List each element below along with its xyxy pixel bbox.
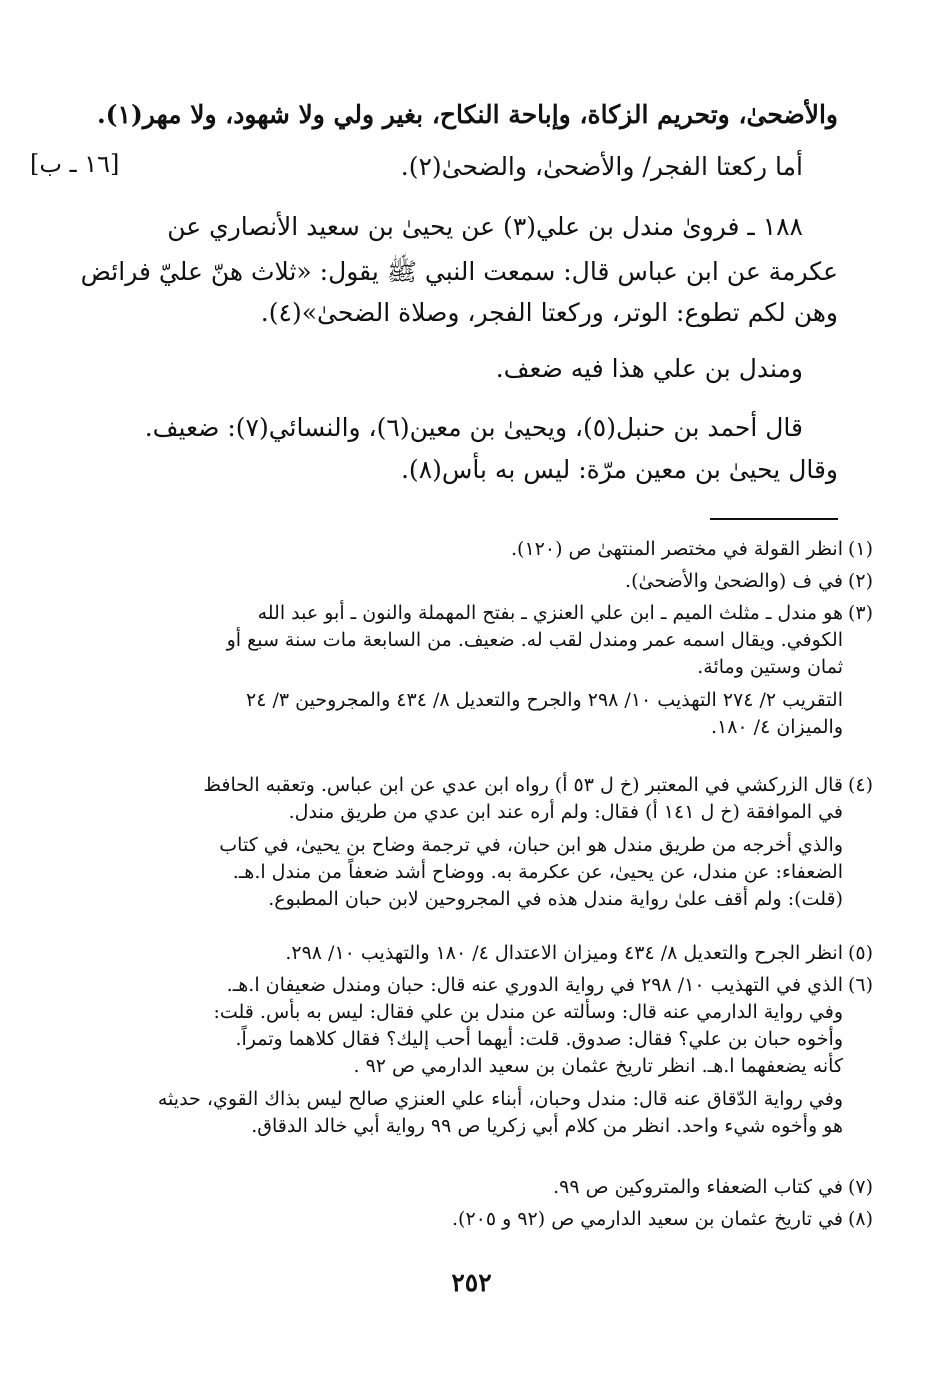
footnote-text: في ف (والضحىٰ والأضحىٰ).	[625, 570, 843, 592]
footnote-text: في الموافقة (خ ل ١٤١ أ) فقال: ولم أره عند ابن عدي من طريق مندل.	[288, 801, 843, 823]
footnote-text: ثمان وستين ومائة.	[697, 656, 843, 678]
footnote-text: التقريب ٢/ ٢٧٤ التهذيب ١٠/ ٢٩٨ والجرح والتعديل ٨/ ٤٣٤ والمجروحين ٣/ ٢٤	[246, 689, 843, 711]
footnote-text: والميزان ٤/ ١٨٠.	[710, 716, 843, 738]
footnote-1	[96, 536, 874, 563]
footnote-text: قال الزركشي في المعتبر (خ ل ٥٣ أ) رواه ابن عدي عن ابن عباس. وتعقبه الحافظ	[203, 774, 843, 796]
footnote-text: كأنه يضعفهما ا.هـ. انظر تاريخ عثمان بن سعيد الدارمي ص ٩٢ .	[353, 1055, 843, 1077]
footnote-text: (قلت): ولم أقف علىٰ رواية مندل هذه في المجروحين لابن حبان المطبوع.	[268, 888, 843, 910]
footnote-text: انظر القولة في مختصر المنتهىٰ ص (١٢٠).	[511, 538, 843, 560]
footnote-number: (٨)	[848, 1208, 874, 1230]
footnote-5	[96, 940, 874, 967]
commentary-line-3: وقال يحيىٰ بن معين مرّة: ليس به بأس(٨).	[400, 455, 838, 484]
commentary-line-2: قال أحمد بن حنبل(٥)، ويحيىٰ بن معين(٦)، والنسائي(٧): ضعيف.	[144, 413, 803, 442]
footnote-number: (٢)	[848, 570, 874, 592]
footnote-text: والذي أخرجه من طريق مندل هو ابن حبان، في ترجمة وضاح بن يحيىٰ، في كتاب	[219, 834, 843, 856]
hadith-188-line-2: عكرمة عن ابن عباس قال: سمعت النبي ﷺ يقول: «ثلاث هنّ عليّ فرائض	[80, 257, 838, 286]
hadith-188-line-1: ١٨٨ ـ فروىٰ مندل بن علي(٣) عن يحيىٰ بن سعيد الأنصاري عن	[167, 212, 803, 241]
hadith-188-line-3: وهن لكم تطوع: الوتر، وركعتا الفجر، وصلاة الضحىٰ»(٤).	[260, 298, 838, 327]
footnote-number: (٧)	[848, 1176, 874, 1198]
footnote-text: هو وأخوه شيء واحد. انظر من كلام أبي زكريا ص ٩٩ رواية أبي خالد الدقاق.	[251, 1115, 843, 1137]
footnote-text: هو مندل ـ مثلث الميم ـ ابن علي العنزي ـ بفتح المهملة والنون ـ أبو عبد الله	[257, 602, 843, 624]
footnote-6	[96, 972, 874, 1140]
text-line-2: أما ركعتا الفجر/ والأضحىٰ، والضحىٰ(٢).	[400, 152, 803, 181]
footnote-3	[96, 600, 874, 741]
footnote-number: (١)	[848, 538, 874, 560]
footnote-text: وفي رواية الدّقاق عنه قال: مندل وحبان، أبناء علي العنزي صالح ليس بذاك القوي، حديثه	[157, 1088, 843, 1110]
footnote-2	[96, 568, 874, 595]
footnote-text: انظر الجرح والتعديل ٨/ ٤٣٤ وميزان الاعتدال ٤/ ١٨٠ والتهذيب ١٠/ ٢٩٨.	[285, 942, 843, 964]
text-line-1: والأضحىٰ، وتحريم الزكاة، وإباحة النكاح، بغير ولي ولا شهود، ولا مهر(١).	[96, 100, 838, 129]
footnote-number: (٥)	[848, 942, 874, 964]
commentary-line-1: ومندل بن علي هذا فيه ضعف.	[495, 354, 803, 383]
footnote-7	[96, 1174, 874, 1201]
page-number: ٢٥٢	[451, 1268, 492, 1297]
footnote-number: (٤)	[848, 774, 874, 796]
footnote-text: الذي في التهذيب ١٠/ ٢٩٨ في رواية الدوري عنه قال: حبان ومندل ضعيفان ا.هـ.	[226, 974, 843, 996]
footnote-text: الكوفي. ويقال اسمه عمر ومندل لقب له. ضعيف. من السابعة مات سنة سبع أو	[226, 629, 843, 651]
footnote-text: وفي رواية الدارمي عنه قال: وسألته عن مندل بن علي فقال: ليس به بأس. قلت:	[213, 1001, 843, 1023]
footnote-text: وأخوه حبان بن علي؟ فقال: صدوق. قلت: أيهما أحب إليك؟ فقال كلاهما وتمراً.	[235, 1028, 843, 1050]
footnote-text: الضعفاء: عن مندل، عن يحيىٰ، عن عكرمة به. ووضاح أشد ضعفاً من مندل ا.هـ.	[232, 861, 843, 883]
footnote-8	[96, 1206, 874, 1233]
manuscript-folio-marker: [١٦ ـ ب]	[30, 150, 120, 178]
footnote-4	[96, 772, 874, 913]
footnote-number: (٦)	[848, 974, 874, 996]
footnote-text: في تاريخ عثمان بن سعيد الدارمي ص (٩٢ و ٢٠٥).	[452, 1208, 843, 1230]
footnote-text: في كتاب الضعفاء والمتروكين ص ٩٩.	[553, 1176, 843, 1198]
footnote-number: (٣)	[848, 602, 874, 624]
footnote-separator	[710, 518, 838, 520]
